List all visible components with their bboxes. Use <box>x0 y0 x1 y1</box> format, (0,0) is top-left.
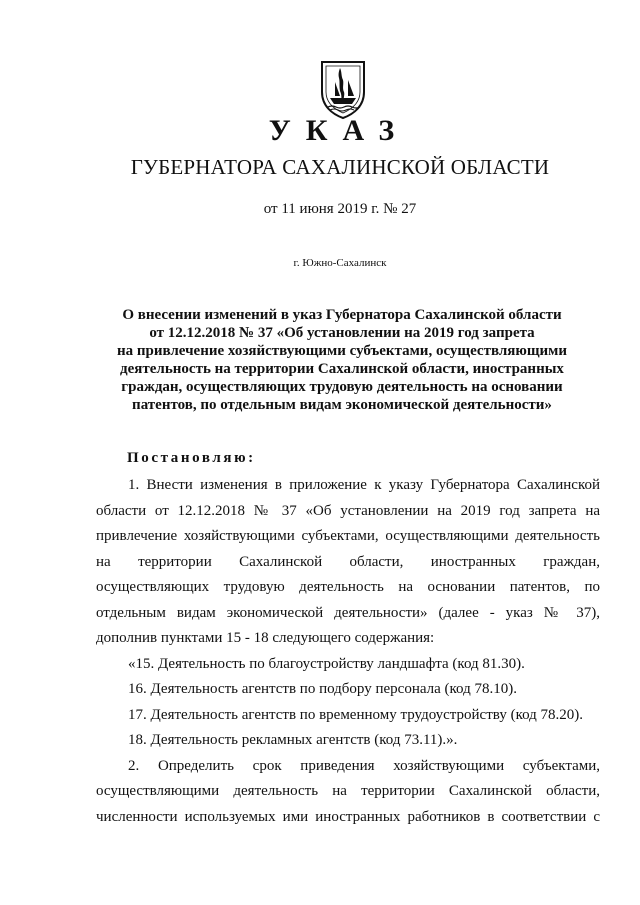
paragraph-2-line: 2. Определить срок приведения хозяйствующими субъектами, <box>128 757 600 774</box>
list-item-18: 18. Деятельность рекламных агентств (код 73.11).». <box>128 732 458 748</box>
paragraph-1-line: отдельным видам экономической деятельности» (далее - указ № 37), <box>96 604 600 621</box>
heading-line: на привлечение хозяйствующими субъектами, осуществляющими <box>116 343 568 359</box>
issuer-title: ГУБЕРНАТОРА САХАЛИНСКОЙ ОБЛАСТИ <box>130 155 550 179</box>
decree-title: УКАЗ <box>268 114 410 147</box>
decree-body <box>96 473 600 830</box>
paragraph-1-line: осуществляющих трудовую деятельность на основании патентов, по <box>96 579 600 595</box>
heading-line: деятельность на территории Сахалинской области, иностранных <box>120 361 564 377</box>
list-item-16: 16. Деятельность агентств по подбору персонала (код 78.10). <box>128 681 518 697</box>
paragraph-2-line: осуществляющими деятельность на территории Сахалинской области, <box>96 783 600 799</box>
paragraph-2-line: численности используемых ими иностранных работников в соответствии с <box>96 808 600 825</box>
paragraph-1-line: дополнив пунктами 15 - 18 следующего содержания: <box>96 630 435 646</box>
paragraph-1-line: на территории Сахалинской области, иностранных граждан, <box>96 553 600 570</box>
paragraph-1-line: привлечение хозяйствующими субъектами, осуществляющими деятельность <box>96 528 600 544</box>
list-item-17: 17. Деятельность агентств по временному трудоустройству (код 78.20). <box>128 706 584 723</box>
list-item-15: «15. Деятельность по благоустройству ландшафта (код 81.30). <box>128 655 525 672</box>
sakhalin-coat-of-arms-icon <box>318 58 368 120</box>
paragraph-1-line: области от 12.12.2018 № 37 «Об установлении на 2019 год запрета на <box>96 502 600 519</box>
heading-line: патентов, по отдельным видам экономической деятельности» <box>132 397 552 413</box>
decree-date-number: от 11 июня 2019 г. № 27 <box>263 201 417 217</box>
decree-heading <box>105 306 579 414</box>
heading-line: О внесении изменений в указ Губернатора Сахалинской области <box>122 307 562 323</box>
heading-line: от 12.12.2018 № 37 «Об установлении на 2019 год запрета <box>149 325 535 341</box>
resolve-statement: Постановляю: <box>127 450 256 466</box>
heading-line: граждан, осуществляющих трудовую деятельность на основании <box>121 379 563 395</box>
paragraph-1-line: 1. Внести изменения в приложение к указу Губернатора Сахалинской <box>128 477 600 493</box>
issue-city: г. Южно-Сахалинск <box>293 257 387 269</box>
